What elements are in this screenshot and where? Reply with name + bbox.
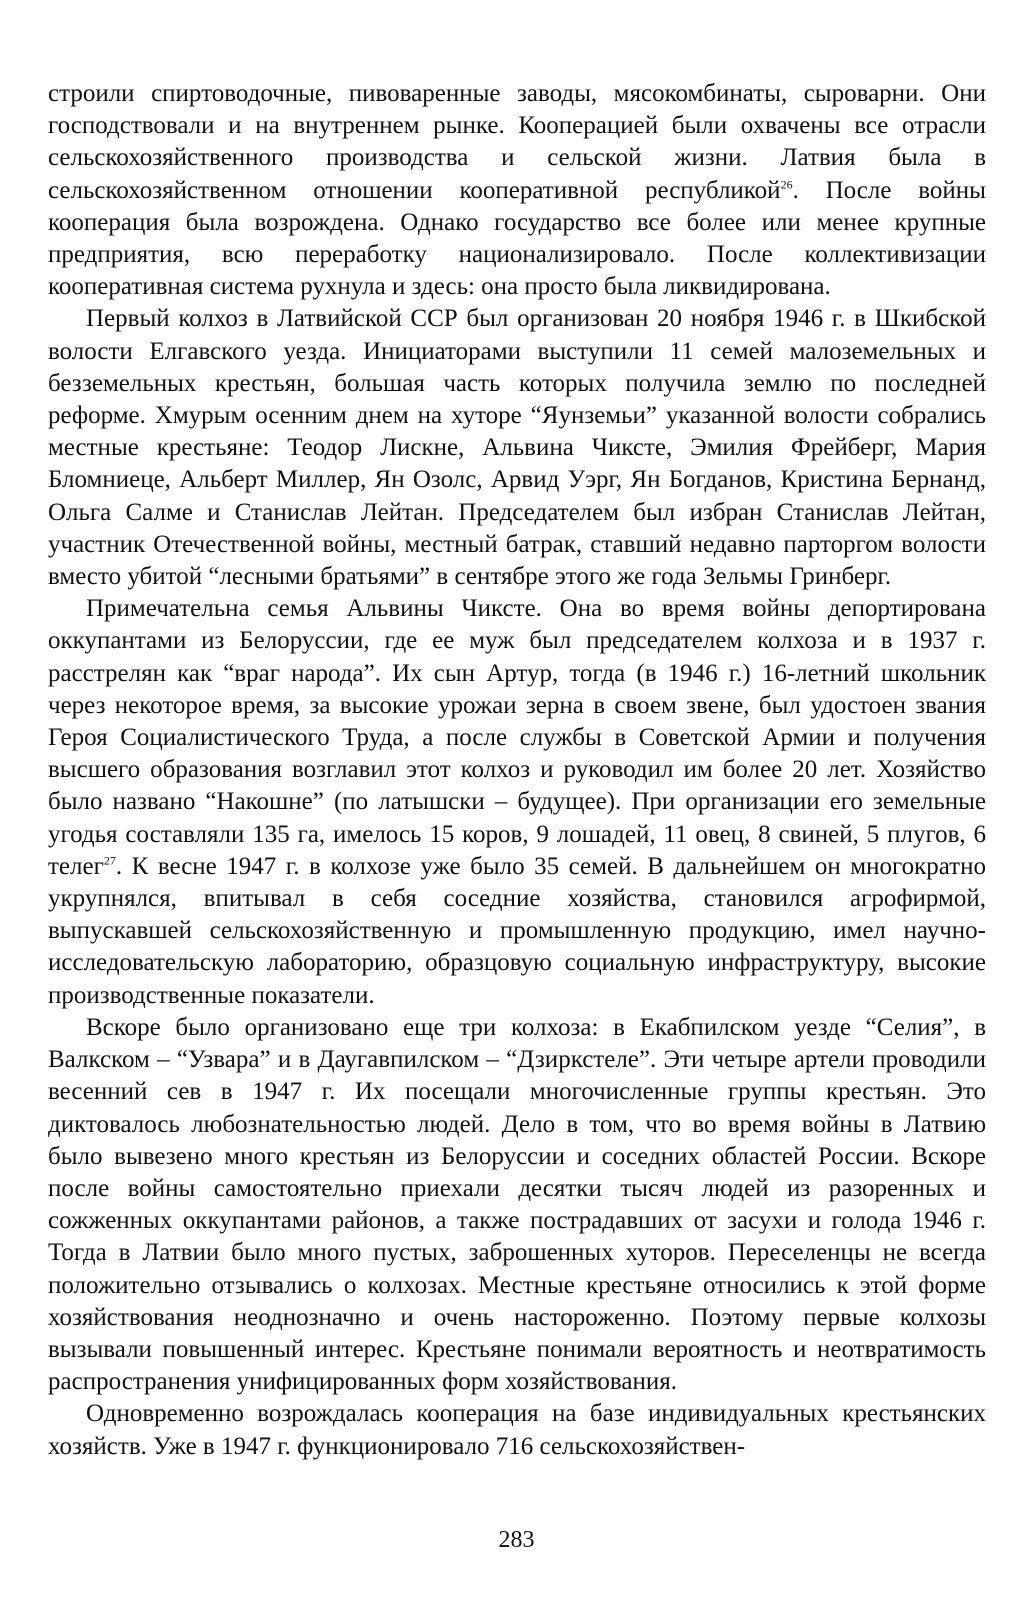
paragraph-2 [48,303,986,593]
paragraph-4-text: Вскоре было организовано еще три колхоза: в Екабпилском уезде “Селия”, в Валкском – “Узвара” и в Даугавпилском – “Дзиркстеле”. Эти четыре артели проводили весенний сев в 1947 г. Их посещали многочисленные группы крестьян. Это диктовалось любознательностью людей. Дело в том, что во время войны в Латвию было вывезено много крестьян из Белоруссии и соседних областей России. Вскоре после войны самостоятельно приехали десятки тысяч людей из разоренных и сожженных оккупантами районов, а также пострадавших от засухи и голода 1946 г. Тогда в Латвии было много пустых, заброшенных хуторов. Переселенцы не всегда положительно отзывались о колхозах. Местные крестьяне относились к этой форме хозяйствования неоднозначно и очень настороженно. Поэтому первые колхозы вызывали повышенный интерес. Крестьяне понимали вероятность и неотвратимость распространения унифицированных форм хозяйствования. [48,1013,986,1396]
paragraph-1-text-continued: . После войны кооперация была возрождена. Однако государство все более или менее крупные предприятия, всю переработку национализировало. После коллективизации кооперативная система рухнула и здесь: она просто была ликвидирована. [48,176,986,301]
page-number: 283 [498,1527,535,1553]
paragraph-3-text-continued: . К весне 1947 г. в колхозе уже было 35 семей. В дальнейшем он многократно укрупнялся, впитывал в себя соседние хозяйства, становился агрофирмой, выпускавшей сельскохозяйственную и промышленную продукцию, имел научно-исследовательскую лабораторию, образцовую социальную инфраструктуру, высокие производственные показатели. [48,852,986,1009]
paragraph-3 [48,593,986,1012]
footnote-ref-27[interactable]: 27 [103,853,116,868]
paragraph-5-text: Одновременно возрождалась кооперация на базе индивидуальных крестьянских хозяйств. Уже в 1947 г. функционировало 716 сельскохозяйствен- [48,1400,986,1460]
paragraph-5 [48,1398,986,1462]
paragraph-4 [48,1012,986,1398]
paragraph-2-text: Первый колхоз в Латвийской ССР был организован 20 ноября 1946 г. в Шкибской волости Елгавского уезда. Инициаторами выступили 11 семей малоземельных и безземельных крестьян, большая часть которых получила землю по последней реформе. Хмурым осенним днем на хуторе “Яунземьи” указанной волости собрались местные крестьяне: Теодор Лискне, Альвина Чиксте, Эмилия Фрейберг, Мария Бломниеце, Альберт Миллер, Ян Озолс, Арвид Уэрг, Ян Богданов, Кристина Бернанд, Ольга Салме и Станислав Лейтан. Председателем был избран Станислав Лейтан, участник Отечественной войны, местный батрак, ставший недавно парторгом волости вместо убитой “лесными братьями” в сентябре этого же года Зельмы Гринберг. [48,305,986,591]
footnote-ref-26[interactable]: 26 [780,177,793,192]
paragraph-1 [48,78,986,303]
paragraph-3-text: Примечательна семья Альвины Чиксте. Она во время войны депортирована оккупантами из Белоруссии, где ее муж был председателем колхоза и в 1937 г. расстрелян как “враг народа”. Их сын Артур, тогда (в 1946 г.) 16-летний школьник через некоторое время, за высокие урожаи зерна в своем звене, был удостоен звания Героя Социалистического Труда, а после службы в Советской Армии и получения высшего образования возглавил этот колхоз и руководил им более 20 лет. Хозяйство было названо “Накошне” (по латышски – будущее). При организации его земельные угодья составляли 135 га, имелось 15 коров, 9 лошадей, 11 овец, 8 свиней, 5 плугов, 6 телег [48,595,986,880]
page-body [48,78,986,1463]
paragraph-1-text: строили спиртоводочные, пивоваренные заводы, мясокомбинаты, сыроварни. Они господствовали и на внутреннем рынке. Кооперацией были охвачены все отрасли сельскохозяйственного производства и сельской жизни. Латвия была в сельскохозяйственном отношении кооперативной республикой [48,80,986,204]
